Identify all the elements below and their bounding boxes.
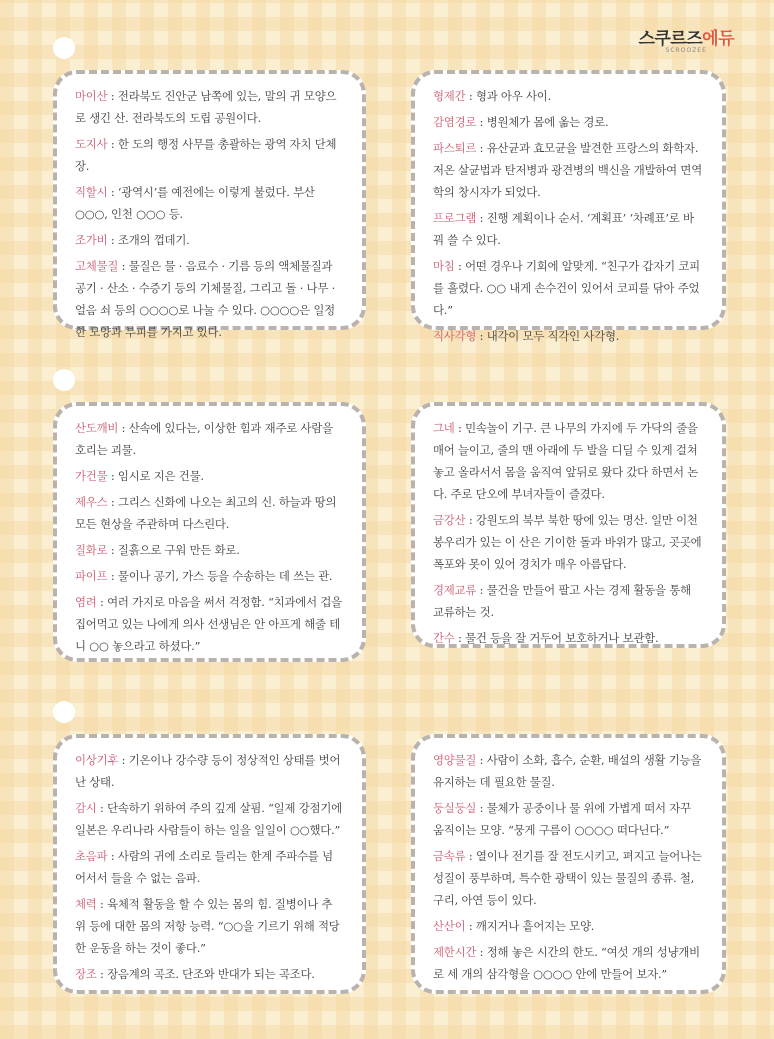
vocab-entry: 가건물 : 임시로 지은 건물. bbox=[75, 469, 204, 483]
vocab-term: 마이산 bbox=[75, 89, 108, 103]
vocab-term: 가건물 bbox=[75, 469, 108, 483]
vocab-entry: 초음파 : 사람의 귀에 소리로 들리는 한계 주파수를 넘어서서 들을 수 없는 음파. bbox=[75, 849, 333, 885]
vocab-card bbox=[411, 70, 726, 343]
vocab-definition: 물이나 공기, 가스 등을 수송하는 데 쓰는 관. bbox=[117, 569, 333, 583]
vocab-definition: 기온이나 강수량 등이 정상적인 상태를 벗어난 상태. bbox=[75, 753, 341, 789]
vocab-term: 질화로 bbox=[75, 543, 108, 557]
vocab-definition: 육체적 활동을 할 수 있는 몸의 힘. 질병이나 추위 등에 대한 몸의 저항 능력. “○○을 기르기 위해 적당한 운동을 하는 것이 좋다.” bbox=[75, 897, 340, 955]
vocab-entry: 도지사 : 한 도의 행정 사무를 총괄하는 광역 자치 단체장. bbox=[75, 137, 337, 173]
vocab-term: 파스퇴르 bbox=[433, 141, 477, 155]
vocab-definition: 어떤 경우나 기회에 알맞게. “친구가 갑자기 코피를 흘렸다. ○○ 내게 손수건이 있어서 코피를 닦아 주었다.” bbox=[433, 259, 700, 317]
vocab-definition: 열이나 전기를 잘 전도시키고, 펴지고 늘어나는 성질이 풍부하며, 특수한 광택이 있는 물질의 종류. 철, 구리, 아연 등이 있다. bbox=[433, 849, 702, 907]
vocab-entry: 간수 : 물건 등을 잘 거두어 보호하거나 보관함. bbox=[433, 631, 659, 645]
vocab-entry: 산도깨비 : 산속에 있다는, 이상한 힘과 재주로 사람을 호리는 괴물. bbox=[75, 421, 333, 457]
vocab-term: 파이프 bbox=[75, 569, 108, 583]
vocab-definition: 산속에 있다는, 이상한 힘과 재주로 사람을 호리는 괴물. bbox=[75, 421, 333, 457]
vocab-entry: 프로그램 : 진행 계획이나 순서. ‘계획표’ ‘차례표’로 바꿔 쓸 수 있다. bbox=[433, 211, 694, 247]
vocab-entry: 이상기후 : 기온이나 강수량 등이 정상적인 상태를 벗어난 상태. bbox=[75, 753, 341, 789]
vocab-definition: 형과 아우 사이. bbox=[475, 89, 551, 103]
vocab-entry: 형제간 : 형과 아우 사이. bbox=[433, 89, 551, 103]
vocab-definition: 물체가 공중이나 물 위에 가볍게 떠서 자꾸 움직이는 모양. “뭉게 구름이 ○○○○ 떠다닌다.” bbox=[433, 801, 691, 837]
vocab-definition: 내각이 모두 직각인 사각형. bbox=[486, 329, 620, 343]
vocab-entry: 마이산 : 전라북도 진안군 남쪽에 있는, 말의 귀 모양으로 생긴 산. 전라북도의 도립 공원이다. bbox=[75, 89, 337, 125]
vocab-definition: 여러 가지로 마음을 써서 걱정함. “치과에서 겁을 집어먹고 있는 나에게 의사 선생님은 안 아프게 해줄 테니 ○○ 놓으라고 하셨다.” bbox=[75, 595, 342, 653]
vocab-term: 금속류 bbox=[433, 849, 466, 863]
vocab-term: 간수 bbox=[433, 631, 455, 645]
vocab-entry: 영양물질 : 사람이 소화, 흡수, 순환, 배설의 생활 기능을 유지하는 데 필요한 물질. bbox=[433, 753, 702, 789]
vocab-definition: 진행 계획이나 순서. ‘계획표’ ‘차례표’로 바꿔 쓸 수 있다. bbox=[433, 211, 694, 247]
vocab-entry: 감염경로 : 병원체가 몸에 옮는 경로. bbox=[433, 115, 609, 129]
vocab-term: 장조 bbox=[75, 967, 97, 981]
vocab-definition: 조개의 껍데기. bbox=[117, 233, 190, 247]
vocab-definition: 물질은 물 · 음료수 · 기름 등의 액체물질과 공기 · 산소 · 수증기 등의 기체물질, 그리고 돌 · 나무 · 얼음 쇠 등의 ○○○○로 나눌 수 있다. ○○○○은 일정한 모양과 부피를 가지고 있다. bbox=[75, 259, 335, 339]
vocab-term: 그네 bbox=[433, 421, 455, 435]
vocab-definition: 사람의 귀에 소리로 들리는 한계 주파수를 넘어서서 들을 수 없는 음파. bbox=[75, 849, 333, 885]
vocab-card bbox=[53, 402, 366, 662]
vocab-definition: 유산균과 효모균을 발견한 프랑스의 화학자. 저온 살균법과 탄저병과 광견병의 백신을 개발하여 면역학의 창시자가 되었다. bbox=[433, 141, 703, 199]
pin-dot bbox=[53, 701, 75, 723]
pin-dot bbox=[53, 369, 75, 391]
vocab-entry: 염려 : 여러 가지로 마음을 써서 걱정함. “치과에서 겁을 집어먹고 있는 나에게 의사 선생님은 안 아프게 해줄 테니 ○○ 놓으라고 하셨다.” bbox=[75, 595, 342, 653]
vocab-entry: 조가비 : 조개의 껍데기. bbox=[75, 233, 190, 247]
vocab-entry: 고체물질 : 물질은 물 · 음료수 · 기름 등의 액체물질과 공기 · 산소 · 수증기 등의 기체물질, 그리고 돌 · 나무 · 얼음 쇠 등의 ○○○○로 나눌 수 있다. ○○○○은 일정한 모양과 부피를 가지고 있다. bbox=[75, 259, 335, 339]
vocab-term: 제우스 bbox=[75, 495, 108, 509]
vocab-term: 체력 bbox=[75, 897, 97, 911]
vocab-term: 직사각형 bbox=[433, 329, 477, 343]
vocab-definition: 장음계의 곡조. 단조와 반대가 되는 곡조다. bbox=[107, 967, 315, 981]
logo-wordmark: 스쿠르즈에듀 bbox=[638, 29, 734, 49]
pin-dot bbox=[53, 37, 75, 59]
vocab-entry: 제우스 : 그리스 신화에 나오는 최고의 신. 하늘과 땅의 모든 현상을 주관하며 다스린다. bbox=[75, 495, 337, 531]
vocab-card bbox=[411, 734, 726, 994]
vocab-entry: 파스퇴르 : 유산균과 효모균을 발견한 프랑스의 화학자. 저온 살균법과 탄저병과 광견병의 백신을 개발하여 면역학의 창시자가 되었다. bbox=[433, 141, 703, 199]
logo-subtitle: SCROOZEE bbox=[665, 47, 707, 54]
vocab-definition: 깨지거나 흩어지는 모양. bbox=[475, 919, 595, 933]
vocab-term: 산산이 bbox=[433, 919, 466, 933]
vocab-definition: 물건 등을 잘 거두어 보호하거나 보관함. bbox=[465, 631, 659, 645]
vocab-term: 도지사 bbox=[75, 137, 108, 151]
brand-logo bbox=[638, 24, 734, 54]
vocab-term: 염려 bbox=[75, 595, 97, 609]
vocab-term: 고체물질 bbox=[75, 259, 119, 273]
vocab-term: 산도깨비 bbox=[75, 421, 119, 435]
vocab-definition: 임시로 지은 건물. bbox=[117, 469, 204, 483]
vocab-entry: 둥실둥실 : 물체가 공중이나 물 위에 가볍게 떠서 자꾸 움직이는 모양. “뭉게 구름이 ○○○○ 떠다닌다.” bbox=[433, 801, 691, 837]
vocab-term: 둥실둥실 bbox=[433, 801, 477, 815]
vocab-term: 조가비 bbox=[75, 233, 108, 247]
vocab-entry: 그네 : 민속놀이 기구. 큰 나무의 가지에 두 가닥의 줄을 매어 늘이고, 줄의 맨 아래에 두 발을 디딜 수 있게 걸쳐 놓고 올라서서 몸을 움직여 앞뒤로 왔다 갔다 하면서 논다. 주로 단오에 부녀자들이 즐겼다. bbox=[433, 421, 699, 501]
vocab-term: 프로그램 bbox=[433, 211, 477, 225]
vocab-definition: 병원체가 몸에 옮는 경로. bbox=[486, 115, 609, 129]
vocab-term: 감시 bbox=[75, 801, 97, 815]
vocab-definition: 그리스 신화에 나오는 최고의 신. 하늘과 땅의 모든 현상을 주관하며 다스린다. bbox=[75, 495, 337, 531]
vocab-term: 마침 bbox=[433, 259, 455, 273]
vocab-definition: 사람이 소화, 흡수, 순환, 배설의 생활 기능을 유지하는 데 필요한 물질. bbox=[433, 753, 702, 789]
vocab-term: 영양물질 bbox=[433, 753, 477, 767]
vocab-entry: 직사각형 : 내각이 모두 직각인 사각형. bbox=[433, 329, 620, 343]
vocab-definition: ‘광역시’를 예전에는 이렇게 불렀다. 부산 ○○○, 인천 ○○○ 등. bbox=[75, 185, 315, 221]
vocab-term: 제한시간 bbox=[433, 945, 477, 959]
vocab-card bbox=[53, 70, 366, 339]
vocab-definition: 전라북도 진안군 남쪽에 있는, 말의 귀 모양으로 생긴 산. 전라북도의 도립 공원이다. bbox=[75, 89, 337, 125]
vocab-term: 금강산 bbox=[433, 513, 466, 527]
vocab-entry: 산산이 : 깨지거나 흩어지는 모양. bbox=[433, 919, 595, 933]
vocab-entry: 감시 : 단속하기 위하여 주의 깊게 살핌. “일제 강점기에 일본은 우리나라 사람들이 하는 일을 일일이 ○○했다.” bbox=[75, 801, 342, 837]
vocab-definition: 민속놀이 기구. 큰 나무의 가지에 두 가닥의 줄을 매어 늘이고, 줄의 맨 아래에 두 발을 디딜 수 있게 걸쳐 놓고 올라서서 몸을 움직여 앞뒤로 왔다 갔다 하면서 논다. 주로 단오에 부녀자들이 즐겼다. bbox=[433, 421, 699, 501]
vocab-term: 감염경로 bbox=[433, 115, 477, 129]
vocab-entry: 금강산 : 강원도의 북부 북한 땅에 있는 명산. 일만 이천 봉우리가 있는 이 산은 기이한 돌과 바위가 많고, 곳곳에 폭포와 못이 있어 경치가 매우 아름답다. bbox=[433, 513, 702, 571]
vocab-term: 경제교류 bbox=[433, 583, 477, 597]
vocab-term: 형제간 bbox=[433, 89, 466, 103]
vocab-card bbox=[53, 734, 366, 994]
vocab-definition: 강원도의 북부 북한 땅에 있는 명산. 일만 이천 봉우리가 있는 이 산은 기이한 돌과 바위가 많고, 곳곳에 폭포와 못이 있어 경치가 매우 아름답다. bbox=[433, 513, 702, 571]
vocab-entry: 제한시간 : 정해 놓은 시간의 한도. “여섯 개의 성냥개비로 세 개의 삼각형을 ○○○○ 안에 만들어 보자.” bbox=[433, 945, 700, 981]
vocab-entry: 파이프 : 물이나 공기, 가스 등을 수송하는 데 쓰는 관. bbox=[75, 569, 333, 583]
vocab-entry: 장조 : 장음계의 곡조. 단조와 반대가 되는 곡조다. bbox=[75, 967, 315, 981]
vocab-term: 초음파 bbox=[75, 849, 108, 863]
vocab-card bbox=[411, 402, 726, 648]
vocab-term: 직할시 bbox=[75, 185, 108, 199]
vocab-definition: 정해 놓은 시간의 한도. “여섯 개의 성냥개비로 세 개의 삼각형을 ○○○○ 안에 만들어 보자.” bbox=[433, 945, 700, 981]
vocab-term: 이상기후 bbox=[75, 753, 119, 767]
vocab-entry: 직할시 : ‘광역시’를 예전에는 이렇게 불렀다. 부산 ○○○, 인천 ○○○ 등. bbox=[75, 185, 315, 221]
vocab-entry: 경제교류 : 물건을 만들어 팔고 사는 경제 활동을 통해 교류하는 것. bbox=[433, 583, 691, 619]
vocab-entry: 질화로 : 질흙으로 구워 만든 화로. bbox=[75, 543, 240, 557]
vocab-definition: 물건을 만들어 팔고 사는 경제 활동을 통해 교류하는 것. bbox=[433, 583, 691, 619]
vocab-definition: 단속하기 위하여 주의 깊게 살핌. “일제 강점기에 일본은 우리나라 사람들이 하는 일을 일일이 ○○했다.” bbox=[75, 801, 342, 837]
vocab-entry: 금속류 : 열이나 전기를 잘 전도시키고, 펴지고 늘어나는 성질이 풍부하며, 특수한 광택이 있는 물질의 종류. 철, 구리, 아연 등이 있다. bbox=[433, 849, 702, 907]
vocab-entry: 마침 : 어떤 경우나 기회에 알맞게. “친구가 갑자기 코피를 흘렸다. ○○ 내게 손수건이 있어서 코피를 닦아 주었다.” bbox=[433, 259, 700, 317]
vocab-definition: 질흙으로 구워 만든 화로. bbox=[117, 543, 240, 557]
vocab-definition: 한 도의 행정 사무를 총괄하는 광역 자치 단체장. bbox=[75, 137, 337, 173]
vocab-entry: 체력 : 육체적 활동을 할 수 있는 몸의 힘. 질병이나 추위 등에 대한 몸의 저항 능력. “○○을 기르기 위해 적당한 운동을 하는 것이 좋다.” bbox=[75, 897, 340, 955]
